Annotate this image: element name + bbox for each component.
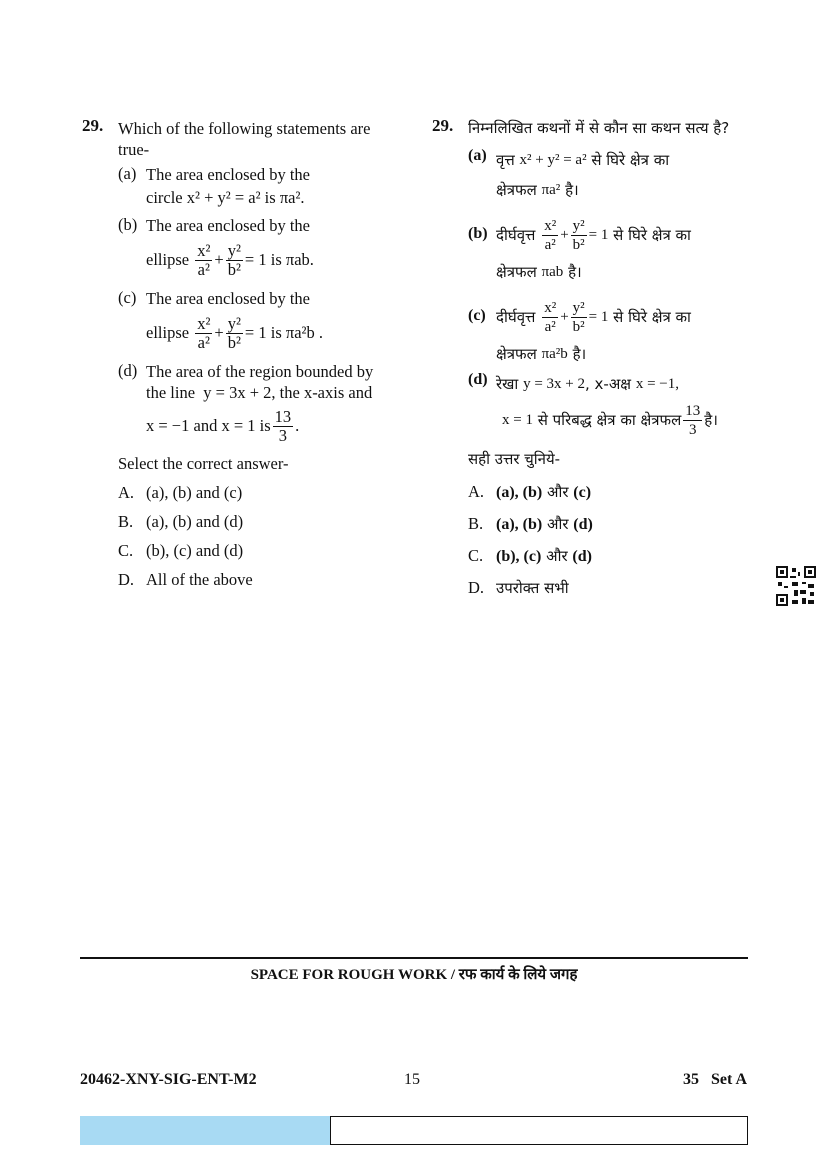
- question-stem: निम्नलिखित कथनों में से कौन सा कथन सत्य है?: [468, 119, 730, 137]
- statement-c: (c) दीर्घवृत्त $\frac{\text{x²}}{\text{a²}}$ + $\frac{\text{y²}}{\text{b²}}$ = 1 से घिरे क्षेत्र का क्षेत्रफल πa²b है।: [468, 299, 691, 363]
- question-number: 29.: [432, 116, 454, 135]
- question-stem: Which of the following statements are: [118, 119, 371, 138]
- statement-b: (b) दीर्घवृत्त $\frac{\text{x²}}{\text{a²}}$ + $\frac{\text{y²}}{\text{b²}}$ = 1 से घिरे क्षेत्र का क्षेत्रफल πab है।: [468, 217, 691, 281]
- answer-option-a[interactable]: A. (a), (b) and (c): [118, 483, 243, 502]
- statement-d: (d) रेखा y = 3x + 2 , x-अक्ष x = −1, x = 1 से परिबद्ध क्षेत्र का क्षेत्रफल $\frac{13}{3}$ है।: [468, 371, 718, 438]
- qr-code-icon: [776, 566, 816, 606]
- fraction-y: $\frac{\text{y²}}{\text{b²}}$: [227, 240, 241, 279]
- statement-a: (a) The area enclosed by the circle x² + y² = a² is πa².: [118, 164, 311, 207]
- fraction-13-3: $\frac{13}{3}$: [274, 406, 292, 445]
- answer-option-d[interactable]: D. उपरोक्त सभी: [468, 578, 569, 597]
- statement-a: (a) वृत्त x² + y² = a² से घिरे क्षेत्र का क्षेत्रफल πa² है।: [468, 147, 670, 199]
- set-label: 35 Set A: [683, 1071, 747, 1088]
- select-instruction: Select the correct answer-: [118, 454, 289, 473]
- rough-work-label: SPACE FOR ROUGH WORK / रफ कार्य के लिये जगह: [250, 967, 578, 983]
- question-stem-cont: true-: [118, 140, 150, 159]
- answer-option-c[interactable]: C. (b), (c) और (d): [468, 546, 592, 565]
- question-english: [82, 112, 402, 590]
- footer-box: [330, 1116, 748, 1145]
- footer-color-band: [80, 1116, 330, 1145]
- statement-b: (b) The area enclosed by the ellipse $\frac{\text{x²}}{\text{a²}}$ + $\frac{\text{y²}}{\text{b²}}$ = 1 is πab.: [118, 215, 314, 279]
- statement-c: (c) The area enclosed by the ellipse $\frac{\text{x²}}{\text{a²}}$ + $\frac{\text{y²}}{\text{b²}}$ = 1 is πa²b .: [118, 288, 323, 352]
- fraction-x: $\frac{\text{x²}}{\text{a²}}$: [197, 240, 211, 279]
- answer-option-b[interactable]: B. (a), (b) और (d): [468, 514, 593, 533]
- question-number: 29.: [82, 116, 104, 135]
- select-instruction: सही उत्तर चुनिये-: [468, 450, 561, 468]
- answer-option-d[interactable]: D. All of the above: [118, 570, 253, 589]
- page-number: 15: [404, 1071, 420, 1088]
- circle-equation: x² + y² = a²: [186, 188, 261, 207]
- rough-work-divider: [80, 957, 748, 959]
- answer-option-b[interactable]: B. (a), (b) and (d): [118, 512, 244, 531]
- answer-option-c[interactable]: C. (b), (c) and (d): [118, 541, 244, 560]
- paper-code: 20462-XNY-SIG-ENT-M2: [80, 1071, 257, 1088]
- answer-option-a[interactable]: A. (a), (b) और (c): [468, 482, 592, 501]
- fraction-x: $\frac{\text{x²}}{\text{a²}}$: [197, 313, 211, 352]
- statement-d: (d) The area of the region bounded by the line y = 3x + 2, the x-axis and x = −1 and x = 1 is $\frac{13}{3}$ .: [118, 361, 374, 445]
- fraction-y: $\frac{\text{y²}}{\text{b²}}$: [227, 313, 241, 352]
- question-hindi: [432, 112, 752, 598]
